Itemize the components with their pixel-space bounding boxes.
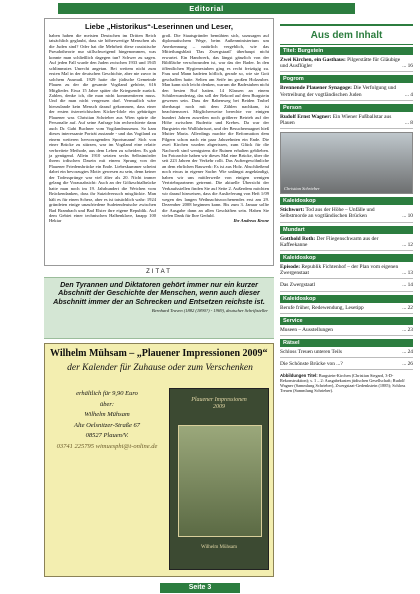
toc-section-label: Mundart: [280, 226, 413, 234]
section-header: Editorial: [58, 3, 355, 14]
calendar-ad: [44, 343, 274, 577]
toc-section-label: Kaleidoskop: [280, 254, 413, 262]
ad-details: [49, 389, 165, 452]
ad-email: wimuesphi@t-online.de: [95, 442, 158, 450]
ad-street: Alte Oelsnitzer-Straße 67: [74, 421, 140, 429]
photo-caption: Christian Schrieber: [284, 186, 320, 192]
editorial-letter: [44, 18, 274, 266]
toc-section-label: Service: [280, 317, 413, 325]
zitat-label: ZITAT: [146, 269, 172, 275]
toc-entry[interactable]: Das Zwergstaatl ... 14: [280, 282, 413, 291]
cover-author: Wilhelm Mühsam: [200, 545, 238, 550]
cover-photo: [178, 425, 262, 537]
toc-section-label: Pogrom: [280, 75, 413, 83]
toc-entry[interactable]: Brennende Plauener Synagoge: Die Verfolgung und Vertreibung der vogtländischen Juden ... 4: [280, 85, 413, 100]
quote-box: [44, 277, 274, 339]
ad-subtitle: der Kalender für Zuhause oder zum Verschenken: [67, 363, 253, 373]
credits-label: Abbildungen Titel:: [280, 373, 318, 379]
toc-entry[interactable]: Schloss Treuen unteren Teils ... 24: [280, 349, 413, 358]
letter-column-1: haben haben die meisten Deutschen im Dritten Reich tatsächlich geglaubt, dass sie höherwertige Menschen als die Juden sind? Oder hat die Mehrheit diese rassistische Pseudotheorie nur stillschweigend hingenommen, was konnte man schließlich dagegen tun? Schwer zu sagen. Auf jeden Fall wurde den Juden zwischen 1933 und 1945 schlimmstes Unrecht angetan. Bei weitem nicht zum ersten Mal in der deutschen Geschichte, aber nie zuvor in solchem Ausmaß. 1929 hatte die jüdische Gemeinde Plauen zu der die gesamte Vogtland gehörte, 616 Mitglieder. Etwa 15 Jahre später die Kriegsende zurück. Zahlen, denke ich, die man nicht kommentieren muss. Und die man nicht vergessen darf. Vermutlich wäre hierzulande kein Mensch darauf gekommen, dass einer der ersten österreichischen Kicker-Idole ein gebürtiger Plauener war. Christian Schrieber aus Wien spürte die Personalie auf. Auf seine Anfrage hin recherchierte dann auch Dr. Gabi Buchner vom Vogtlandmuseum. So kam dieses interessante Porträt zustande - und das Vogtland zu einem weiteren hervorragenden Sportsmann! Sich von einer Brücke zu stürzen, war im Vogtland eine relativ verbreitete Methode, aus dem Leben zu scheiden. Es gab ja genügend. Allein 1910 setzten sechs Selbstmörder ihrem irdischen Dasein mit einem Sprung von der Plauener Friedensbrücke ein Ende. Liebeskummer scheint dabei ein bevorzugtes Motiv gewesen zu sein, denn keiner der Todessprünge war viel älter als 20. Nicht immer gelang die Vorausabsicht: Auch an der Göltzschtalbrücke hatte man noch im 19. Jahrhundert die Weichen vom Brückendanken, dass ihr Suizidversuch misglückte. Man hält es für einen Scherz, aber es ist tatsächlich wahr: 1924 gründeten einige unzufriedene Sudetendeutsche zwischen Bad Brambach und Bad Elster ihre eigene Republik. Auf dem Gebiet einer technischen Halbenklave, knapp 100 Hektar: [49, 33, 156, 224]
image-credits: [280, 373, 413, 393]
toc-entry[interactable]: Stichwort: Tod aus der Höhe – Unfälle und Selbstmorde an vogtländischen Brücken ... 10: [280, 207, 413, 222]
cover-year: 2009: [213, 404, 225, 410]
ad-title: Wilhelm Mühsam – „Plauener Impressionen 2009“: [50, 348, 268, 359]
toc-section-label: Person: [280, 104, 413, 112]
toc-section-label: Kaleidoskop: [280, 197, 413, 205]
letter-heading: Liebe „Historikus“-Leserinnen und Leser,: [85, 22, 233, 31]
toc-title: Aus dem Inhalt: [280, 24, 413, 45]
toc-section-label: Titel: Burgstein: [280, 47, 413, 55]
ad-price: erhältlich für 9,90 Euro: [76, 390, 138, 397]
ad-city: 08527 Plauen/V.: [85, 432, 129, 439]
letter-signature: Ihr Andreas Krone: [233, 218, 269, 224]
page-number: Seite 3: [160, 583, 240, 593]
table-of-contents: [280, 18, 413, 578]
credits-text: Burgstein-Kirchen (Christian Siegard, 3-D-Rekonstruktion); s. 1 – 2: Ausgabekasten jüdischen Gesellschaft; Rudolf Wagner (Sammlung Schrieber), Zwergstaat-Gedenkstein (1885); Schloss Treuen (Sammlung Schrieber).: [280, 373, 406, 394]
cover-title: Plauener Impressionen: [191, 397, 247, 403]
wagner-photo: [280, 132, 413, 194]
toc-entry[interactable]: Rudolf Ernst Wagner: Ein Wiener Fußballstar aus Plauen ... 8: [280, 114, 413, 129]
toc-section-label: Rätsel: [280, 339, 413, 347]
letter-column-2: groß. Die Staatsgründer bemühten sich, sozusagen auf diplomatischem Wege, beim Außenministerium um Anerkennung – natürlich vergeblich, wie das Mitteilungsblatt 'Das Zwergstaatl' überhaupt nicht erwartet. Ein Handwerk, das längst gänzlich von der Bildfläche verschwunden ist, war das der Bader. In den öffentlichen Hygienestuben ging es recht freizügig zu. Frau und Mann badeten höflich, gerade so, wie sie Gott geschaffen hatte. Selten am Seife im großen Holzzuber. Man kann sich leicht denken, warum die Badestuben nicht den besten Ruf hatten. 14 Klassen an einem Schülerwandertag, das soll der Rekord auf dem Burgstein gewesen sein. Dass der Rabenweg bei Beiden Trubel überhaupt noch mit dem Zählen nachkam, ist beachtenswert. Möglicherweise berechte vor einigen hundert Jahren zuweilen noch größerer Betrieb auf der Höhe zwischen Ruderitz und Krebes. Da war der Burgstein ein Wallfahrtsort, und der Besuchermagnet hieß Mutter Maria. Allerdings machte die Reformation dem Pilgern schon nach ein paar Jahrzehnten ein Ende. Die zwei Kirchen wurden abgerissen, zum Glück für die Nachwelt sind wenigstens die Ruinen erhalten geblieben. Im Fotoarchiv haben wir dieses Mal eine Brücke, über die seit 223 Jahren der Verkehr rollt. Das Auftergewöhnliche an dem ehrlichen Bauwerk: Es ist aus Holz. Abschließend noch etwas in eigener Sache: Wie unlängst angekündigt, haben wir uns mittlerweile von einigen wenigen Vertriebspartnern getrennt. Die aktuelle Übersicht der Verkaufsstellen finden Sie auf Seite 2. Außerdem möchten wir darauf hinweisen, dass die Auslieferung von Heft 1/09 wegen des langen Weihnachtswochenendes erst am 29. Dezember 2008 beginnen kann. Bis zum 3. Januar sollte die Ausgabe dann an allen Geschäften sein. Haben Sie vielen Dank für Ihre Geduld.: [162, 33, 269, 218]
toc-section-label: Kaleidoskop: [280, 295, 413, 303]
toc-entry[interactable]: Die Schönste Brücke von ...? ... 26: [280, 361, 413, 370]
quote-text: Den Tyrannen und Diktatoren gehört immer nur ein kurzer Abschnitt der Geschichte der Menschen, wenn auch dieser Abschnitt immer der an Schrecken und Entsetzen reichste ist.: [53, 280, 265, 306]
ad-via: über:: [99, 400, 115, 408]
toc-entry[interactable]: Museen – Ausstellungen ... 23: [280, 327, 413, 336]
ad-phone: 03741 225795: [56, 442, 94, 450]
toc-entry[interactable]: Zwei Kirchen, ein Gasthaus: Pilgerstätte für Gläubige und Ausflügler ... 16: [280, 57, 413, 72]
toc-entry[interactable]: Gotthold Roth: Der Fliegenschwarm aus der Kaffeekanne ... 12: [280, 236, 413, 251]
toc-entry[interactable]: Berufe früher, Redewendung, Lesetipp ... 22: [280, 305, 413, 314]
ad-name: Wilhelm Mühsam: [84, 411, 130, 418]
calendar-cover-image: [169, 388, 269, 570]
toc-entry[interactable]: Episode: Republik Fichtenhof – der Plan vom eigenen Zwergenstaat ... 13: [280, 264, 413, 279]
quote-source: Bernhard Traven (1882 (1890?) - 1969), deutscher Schriftsteller: [151, 307, 268, 313]
